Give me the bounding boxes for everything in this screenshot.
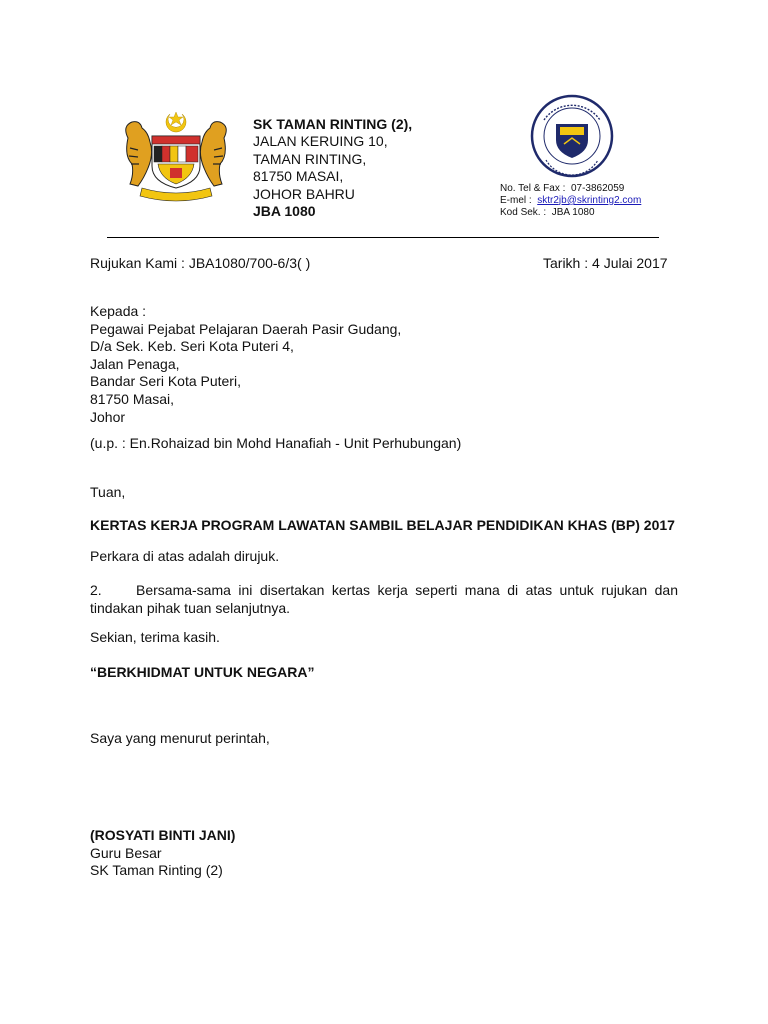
school-logo <box>524 94 620 180</box>
signatory-school: SK Taman Rinting (2) <box>90 862 223 879</box>
recipient-line: Kepada : <box>90 303 147 319</box>
attention-line: (u.p. : En.Rohaizad bin Mohd Hanafiah - Unit Perhubungan) <box>90 435 462 451</box>
contact-block <box>500 183 641 218</box>
national-crest-logo <box>118 108 234 208</box>
school-code: JBA 1080 <box>253 203 316 220</box>
recipient-line: Bandar Seri Kota Puteri, <box>90 373 241 390</box>
paragraph-1: Perkara di atas adalah dirujuk. <box>90 548 280 564</box>
school-name: SK TAMAN RINTING (2), <box>253 116 413 132</box>
recipient-line: D/a Sek. Keb. Seri Kota Puteri 4, <box>90 338 294 355</box>
address-line: JALAN KERUING 10, <box>253 133 388 150</box>
kod-value: JBA 1080 <box>551 206 595 218</box>
letter-subject: KERTAS KERJA PROGRAM LAWATAN SAMBIL BELAJAR PENDIDIKAN KHAS (BP) 2017 <box>90 517 675 533</box>
school-code-line <box>500 207 641 219</box>
motto: “BERKHIDMAT UNTUK NEGARA” <box>90 664 315 680</box>
paragraph-2-text: Bersama-sama ini disertakan kertas kerja seperti mana di atas untuk rujukan dan tindakan pihak tuan selanjutnya. <box>90 582 678 616</box>
recipient-line: Pegawai Pejabat Pelajaran Daerah Pasir Gudang, <box>90 320 402 337</box>
signature-block <box>90 827 235 880</box>
letter-date: Tarikh : 4 Julai 2017 <box>543 255 668 271</box>
reference-number: Rujukan Kami : JBA1080/700-6/3( ) <box>90 255 311 271</box>
paragraph-2 <box>90 582 678 617</box>
salutation: Tuan, <box>90 484 126 500</box>
closing-line: Sekian, terima kasih. <box>90 629 220 645</box>
kod-label: Kod Sek. : <box>500 206 547 218</box>
signatory-name: (ROSYATI BINTI JANI) <box>90 827 236 843</box>
header-divider <box>107 237 659 238</box>
recipient-address <box>90 303 401 426</box>
email-label: E-mel : <box>500 194 532 206</box>
paragraph-number: 2. <box>90 582 102 598</box>
order-line: Saya yang menurut perintah, <box>90 730 270 746</box>
email-line <box>500 195 641 207</box>
address-line: TAMAN RINTING, <box>253 150 367 167</box>
tel-fax-line <box>500 183 641 195</box>
recipient-line: Johor <box>90 408 126 425</box>
tel-value: 07-3862059 <box>570 183 625 194</box>
signatory-title: Guru Besar <box>90 844 162 861</box>
address-line: JOHOR BAHRU <box>253 185 355 202</box>
address-line: 81750 MASAI, <box>253 168 344 185</box>
tel-label: No. Tel & Fax : <box>500 183 566 194</box>
email-link[interactable]: sktr2jb@skrinting2.com <box>537 194 642 206</box>
recipient-line: 81750 Masai, <box>90 390 175 407</box>
letterhead-address <box>253 116 412 220</box>
recipient-line: Jalan Penaga, <box>90 355 180 372</box>
